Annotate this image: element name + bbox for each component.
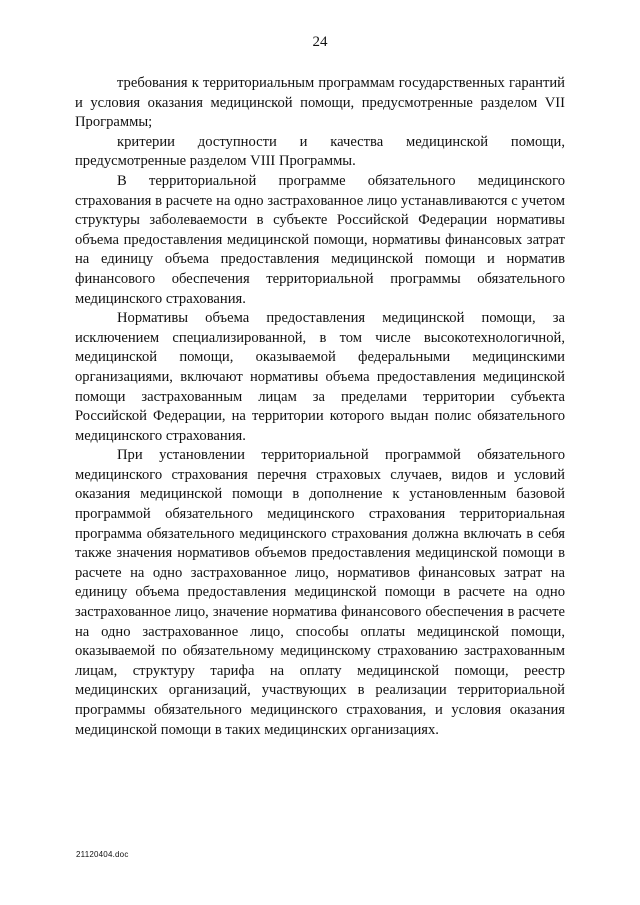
document-body [75, 74, 565, 740]
paragraph-insurance-cases: При установлении территориальной программой обязательного медицинского страхования перечня страховых случаев, видов и условий оказания медицинской помощи в дополнение к установленным базовой программой обязательного медицинского страхования территориальная программа обязательного медицинского страхования должна включать в себя также значения нормативов объемов предоставления медицинской помощи в расчете на одно застрахованное лицо, нормативов финансовых затрат на единицу объема предоставления медицинской помощи в расчете на одно застрахованное лицо, значение норматива финансового обеспечения в расчете на одно застрахованное лицо, способы оплаты медицинской помощи, оказываемой по обязательному медицинскому страхованию застрахованным лицам, структуру тарифа на оплату медицинской помощи, реестр медицинских организаций, участвующих в реализации территориальной программы обязательного медицинского страхования, и условия оказания медицинской помощи в таких медицинских организациях. [75, 447, 565, 738]
footer-filename: 21120404.doc [76, 850, 129, 859]
page-number: 24 [312, 34, 328, 50]
paragraph-volume-norms: Нормативы объема предоставления медицинской помощи, за исключением специализированной, в том числе высокотехнологичной, медицинской помощи, оказываемой федеральными медицинскими организациями, включают нормативы объема предоставления медицинской помощи застрахованным лицам за пределами территории субъекта Российской Федерации, на территории которого выдан полис обязательного медицинского страхования. [75, 310, 565, 444]
paragraph-oms-norms: В территориальной программе обязательного медицинского страхования в расчете на одно застрахованное лицо устанавливаются с учетом структуры заболеваемости в субъекте Российской Федерации нормативы объема предоставления медицинской помощи, нормативы финансовых затрат на единицу объема предоставления медицинской помощи и норматив финансового обеспечения территориальной программы обязательного медицинского страхования. [75, 172, 565, 307]
paragraph-requirements: требования к территориальным программам государственных гарантий и условия оказания медицинской помощи, предусмотренные разделом VII Программы; [75, 75, 565, 131]
paragraph-criteria: критерии доступности и качества медицинской помощи, предусмотренные разделом VIII Программы. [75, 133, 565, 170]
